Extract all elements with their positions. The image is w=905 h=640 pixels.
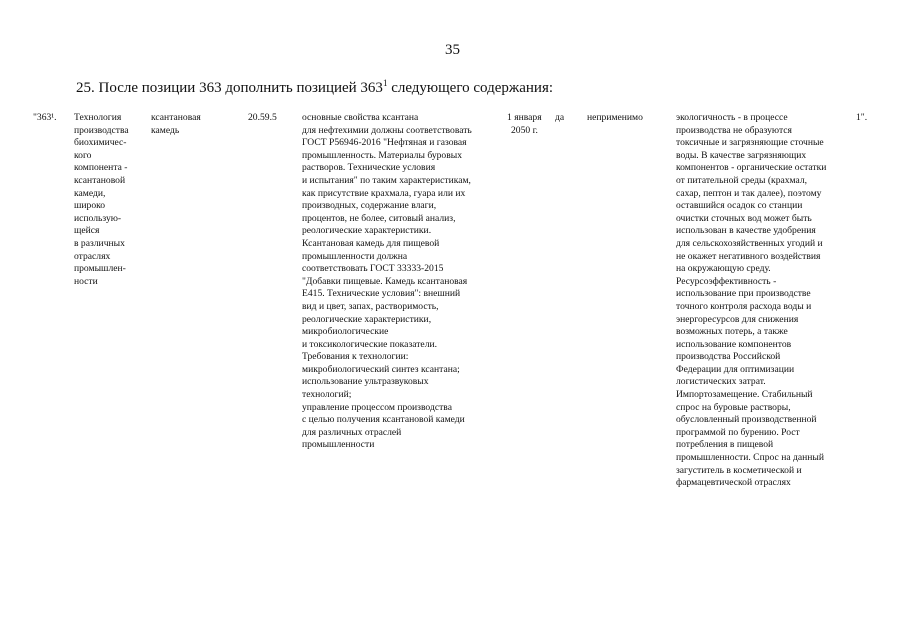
text-line: производства: [74, 124, 129, 136]
text-line: Федерации для оптимизации: [676, 363, 795, 375]
text-line: производных, содержание влаги,: [302, 200, 437, 212]
closing-mark: 1".: [856, 112, 868, 123]
text-line: Ресурсоэффективность -: [676, 275, 777, 287]
page-number: 35: [445, 42, 460, 58]
okpd-code-cell: 20.59.5: [248, 112, 277, 123]
text-line: спрос на буровые растворы,: [676, 401, 791, 413]
text-line: промышленности. Спрос на данный: [676, 452, 824, 464]
text-line: ности: [74, 275, 98, 287]
date-line: 2050 г.: [511, 124, 538, 136]
text-line: от питательной среды (крахмал,: [676, 174, 808, 186]
text-line: технологий;: [302, 389, 352, 401]
date-line: 1 января: [507, 112, 542, 123]
text-line: на окружающую среду.: [676, 263, 771, 275]
text-line: компонента -: [74, 162, 128, 174]
text-line: промышлен-: [74, 263, 126, 275]
text-line: Технология: [74, 112, 122, 123]
technology-cell: [74, 112, 129, 288]
text-line: в различных: [74, 237, 125, 249]
text-line: Ксантановая камедь для пищевой: [302, 237, 440, 249]
text-line: точного контроля расхода воды и: [676, 300, 812, 312]
text-line: компонентов - органические остатки: [676, 162, 827, 174]
text-line: с целью получения ксантановой камеди: [302, 414, 465, 426]
text-line: как присутствие крахмала, гуара или их: [302, 187, 466, 199]
text-line: производства не образуются: [676, 124, 792, 136]
text-line: использован в качестве удобрения: [676, 225, 816, 237]
text-line: ГОСТ Р56946-2016 "Нефтяная и газовая: [302, 137, 467, 149]
text-line: промышленность. Материалы буровых: [302, 149, 462, 161]
text-line: Требования к технологии:: [302, 351, 409, 363]
da-cell: да: [555, 112, 565, 123]
criteria-cell: [676, 112, 826, 490]
text-line: и испытания" по таким характеристикам,: [302, 174, 471, 186]
text-line: широко: [74, 200, 106, 212]
date-cell: [507, 112, 542, 137]
text-line: "Добавки пищевые. Камедь ксантановая: [302, 275, 468, 287]
not-applicable-cell: неприменимо: [587, 112, 643, 123]
position-number-cell: "363¹.: [33, 112, 57, 123]
text-line: микробиологический синтез ксантана;: [302, 363, 460, 375]
text-line: для нефтехимии должны соответствовать: [302, 124, 472, 136]
text-line: очистки сточных вод может быть: [676, 212, 812, 224]
text-line: загуститель в косметической и: [676, 464, 802, 476]
text-line: отраслях: [74, 250, 111, 262]
text-line: оставшийся осадок со станции: [676, 200, 803, 212]
text-line: управление процессом производства: [302, 401, 452, 413]
text-line: возможных потерь, а также: [676, 326, 788, 338]
text-line: щейся: [74, 225, 100, 237]
text-line: промышленности должна: [302, 250, 408, 262]
text-line: для различных отраслей: [302, 426, 402, 438]
product-cell: [151, 112, 201, 137]
requirements-cell: [302, 112, 472, 452]
text-line: энергоресурсов для снижения: [676, 313, 799, 325]
text-line: ксантановая: [151, 112, 201, 123]
text-line: логистических затрат.: [676, 376, 766, 388]
text-line: использование при производстве: [676, 288, 811, 300]
heading-text-before: 25. После позиции 363 дополнить позицией 363: [76, 80, 383, 96]
text-line: фармацевтической отраслях: [676, 477, 791, 489]
text-line: воды. В качестве загрязняющих: [676, 149, 807, 161]
text-line: кого: [74, 149, 92, 161]
text-line: растворов. Технические условия: [302, 162, 436, 174]
heading-text-after: следующего содержания:: [387, 80, 554, 96]
text-line: ксантановой: [74, 174, 126, 186]
text-line: микробиологические: [302, 326, 389, 338]
text-line: использую-: [74, 212, 122, 224]
text-line: токсичные и загрязняющие сточные: [676, 137, 824, 149]
text-line: процентов, не более, ситовый анализ,: [302, 212, 456, 224]
text-line: обусловленный производственной: [676, 414, 817, 426]
text-line: не окажет негативного воздействия: [676, 250, 821, 262]
text-line: промышленности: [302, 439, 375, 451]
text-line: вид и цвет, запах, растворимость,: [302, 300, 439, 312]
text-line: производства Российской: [676, 351, 781, 363]
text-line: камедь: [151, 124, 180, 136]
text-line: программой по бурению. Рост: [676, 426, 800, 438]
text-line: Е415. Технические условия": внешний: [302, 288, 461, 300]
text-line: реологические характеристики,: [302, 313, 432, 325]
heading-superscript: 1: [382, 78, 388, 88]
text-line: и токсикологические показатели.: [302, 338, 438, 350]
text-line: Импортозамещение. Стабильный: [676, 389, 813, 401]
text-line: использование ультразвуковых: [302, 376, 429, 388]
text-line: биохимичес-: [74, 137, 127, 149]
amendment-heading: [76, 78, 553, 97]
text-line: реологические характеристики.: [302, 225, 432, 237]
text-line: экологичность - в процессе: [676, 112, 788, 123]
text-line: для сельскохозяйственных угодий и: [676, 237, 823, 249]
text-line: камеди,: [74, 187, 106, 199]
text-line: соответствовать ГОСТ 33333-2015: [302, 263, 444, 275]
text-line: использование компонентов: [676, 338, 792, 350]
text-line: потребления в пищевой: [676, 439, 774, 451]
text-line: сахар, пептон и так далее), поэтому: [676, 187, 822, 199]
text-line: основные свойства ксантана: [302, 112, 419, 123]
